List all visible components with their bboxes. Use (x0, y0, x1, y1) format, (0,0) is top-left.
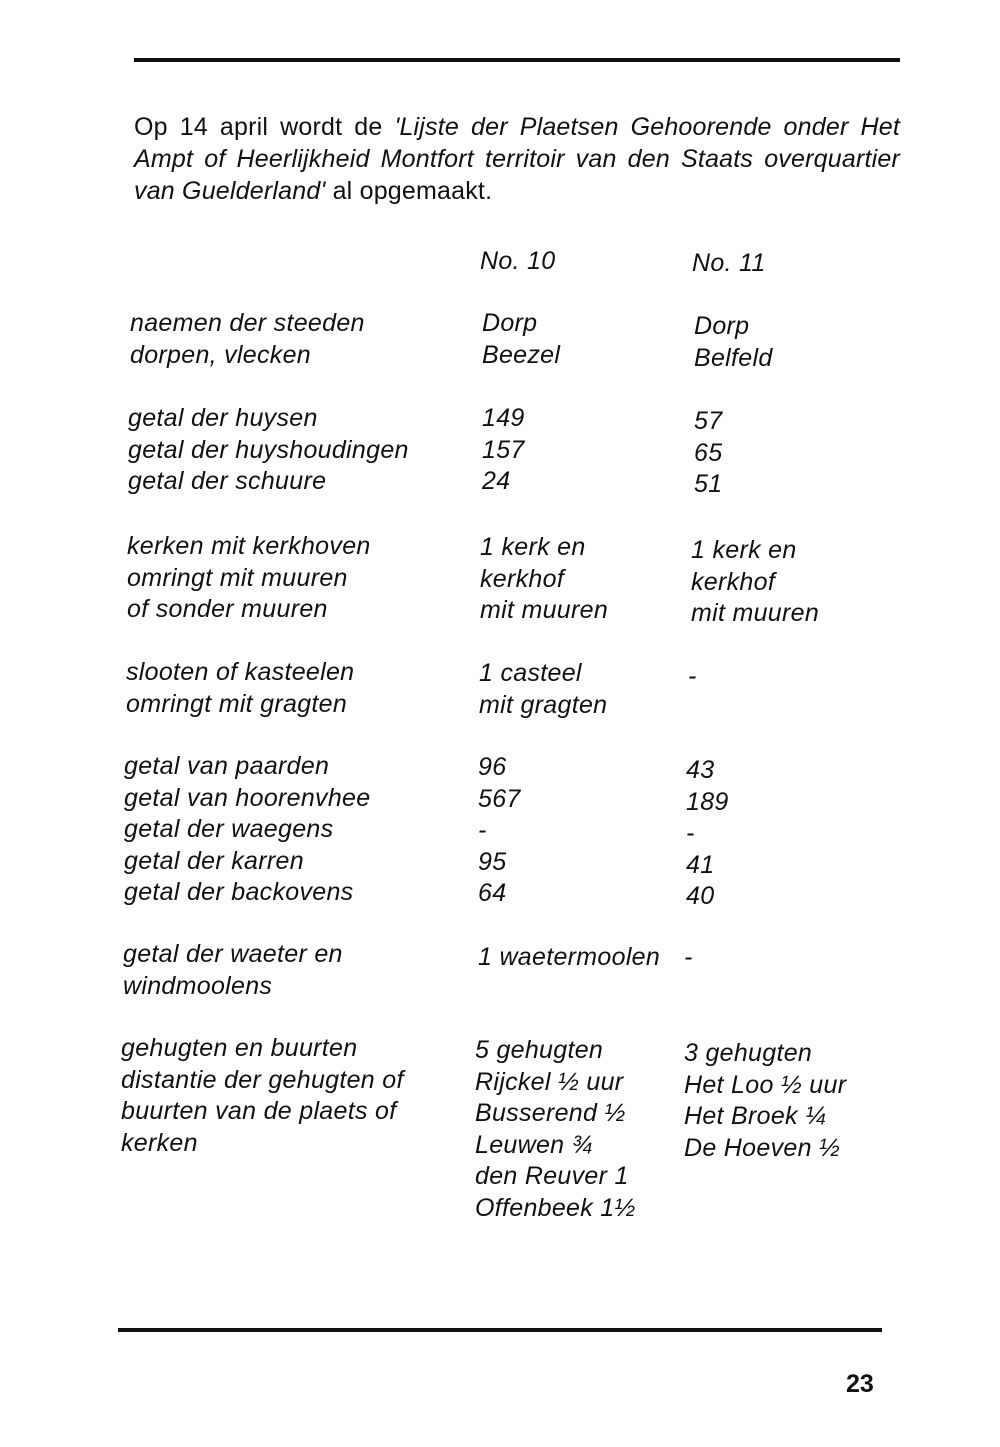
value-line: Dorp (482, 309, 538, 337)
value-line: Busserend ½ (475, 1099, 626, 1127)
value-line: 1 kerk en (480, 533, 586, 561)
value-line: Het Broek ¼ (684, 1102, 827, 1130)
value-line: den Reuver 1 (475, 1162, 629, 1190)
row-label-houses (128, 403, 409, 498)
row-label-livestock (124, 751, 370, 909)
value-line: kerkhof (691, 567, 776, 596)
value-line: - (686, 819, 695, 847)
label-line: windmoolens (123, 971, 273, 1000)
cell-no10-churches (480, 532, 608, 627)
intro-lead: Op 14 april wordt de (134, 113, 395, 141)
cell-no10-hamlets (475, 1035, 636, 1224)
value-line: mit muuren (691, 599, 820, 627)
cell-no11-names (694, 311, 773, 374)
cell-no11-churches (691, 535, 819, 630)
value-line: Beezel (482, 340, 561, 369)
value-line: mit gragten (479, 690, 608, 719)
label-line: slooten of kasteelen (126, 658, 355, 686)
value-line: - (684, 943, 693, 971)
value-line: De Hoeven ½ (684, 1133, 841, 1162)
row-label-castles (126, 657, 354, 720)
intro-quote: 'Lijste der Plaetsen Gehoorende onder Het Ampt of Heerlijkheid Montfort territoir van den Staats overquartier van Guelderland' (134, 113, 900, 205)
label-line: getal der karren (124, 846, 304, 875)
column-header-no-11: No. 11 (692, 249, 766, 277)
value-line: 43 (686, 756, 715, 784)
bottom-rule (118, 1328, 882, 1332)
label-line: naemen der steeden (130, 309, 365, 337)
value-line: Het Loo ½ uur (684, 1070, 847, 1099)
value-line: 1 waetermoolen (478, 943, 661, 971)
label-line: omringt mit gragten (126, 689, 348, 718)
label-line: getal der waegens (124, 815, 334, 843)
label-line: getal der huysen (128, 404, 318, 432)
row-label-names (130, 308, 365, 371)
value-line: 96 (478, 753, 507, 781)
value-line: 157 (482, 435, 525, 464)
row-label-hamlets (121, 1033, 404, 1159)
value-line: kerkhof (480, 564, 565, 593)
cell-no10-houses (482, 403, 525, 498)
row-label-mills (123, 939, 343, 1002)
label-line: getal van hoorenvhee (124, 783, 371, 812)
value-line: Offenbeek 1½ (475, 1193, 636, 1222)
cell-no10-castles (479, 658, 607, 721)
value-line: 149 (482, 404, 525, 432)
value-line: Leuwen ¾ (475, 1130, 593, 1159)
value-line: 3 gehugten (684, 1039, 813, 1067)
value-line: 95 (478, 847, 507, 876)
cell-no11-livestock (686, 755, 729, 913)
cell-no10-livestock (478, 752, 521, 910)
row-label-churches (127, 531, 371, 626)
label-line: dorpen, vlecken (130, 340, 312, 369)
label-line: getal van paarden (124, 752, 330, 780)
value-line: Dorp (694, 312, 750, 340)
label-line: omringt mit muuren (127, 563, 348, 592)
label-line: getal der schuure (128, 467, 327, 495)
label-line: getal der huyshoudingen (128, 435, 409, 464)
label-line: kerken mit kerkhoven (127, 532, 371, 560)
page-number: 23 (846, 1370, 874, 1398)
cell-no10-names (482, 308, 560, 371)
label-line: kerken (121, 1128, 198, 1157)
value-line: Rijckel ½ uur (475, 1067, 624, 1096)
value-line: - (478, 816, 487, 844)
label-line: buurten van de plaets of (121, 1097, 397, 1125)
value-line: 24 (482, 467, 511, 495)
value-line: 1 kerk en (691, 536, 797, 564)
cell-no11-castles (688, 661, 697, 693)
label-line: distantie der gehugten of (121, 1065, 404, 1094)
value-line: 57 (694, 407, 723, 435)
value-line: 567 (478, 784, 521, 813)
value-line: 41 (686, 850, 715, 879)
value-line: 40 (686, 882, 715, 910)
intro-tail: al opgemaakt. (325, 177, 493, 205)
column-header-no-10: No. 10 (480, 247, 556, 275)
value-line: mit muuren (480, 596, 609, 624)
label-line: getal der waeter en (123, 940, 343, 968)
label-line: of sonder muuren (127, 595, 328, 623)
cell-no10-mills (478, 942, 660, 974)
value-line: - (688, 662, 697, 690)
label-line: gehugten en buurten (121, 1034, 358, 1062)
value-line: 1 casteel (479, 659, 582, 687)
value-line: 51 (694, 470, 723, 498)
value-line: 5 gehugten (475, 1036, 604, 1064)
value-line: 65 (694, 438, 723, 467)
value-line: Belfeld (694, 343, 773, 372)
cell-no11-houses (694, 406, 722, 501)
value-line: 189 (686, 787, 729, 816)
value-line: 64 (478, 879, 507, 907)
cell-no11-hamlets (684, 1038, 846, 1164)
cell-no11-mills (684, 942, 693, 974)
label-line: getal der backovens (124, 878, 354, 906)
